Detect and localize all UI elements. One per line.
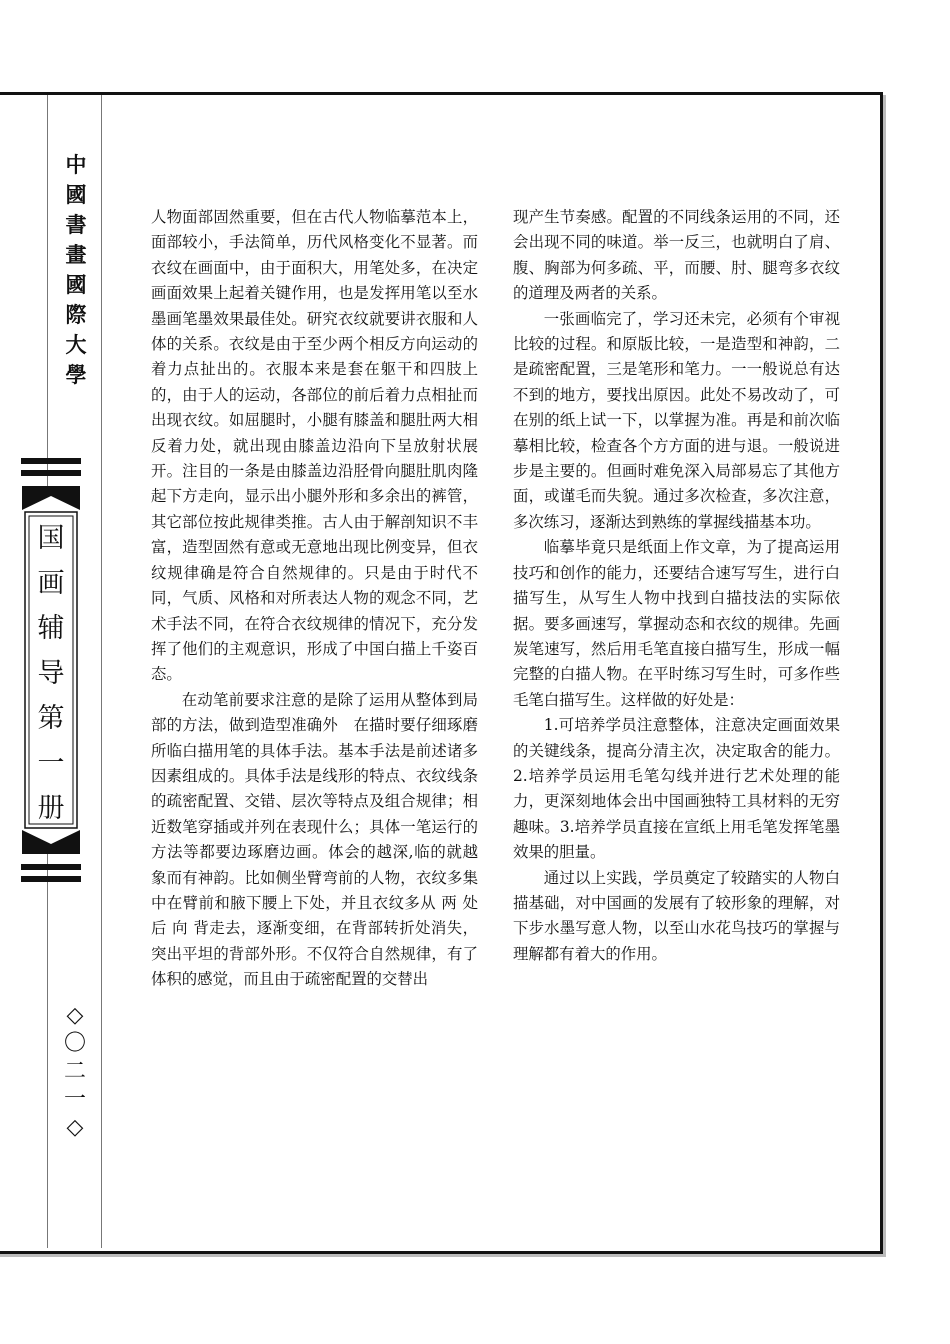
book-char: 画 <box>37 568 65 599</box>
paragraph: 通过以上实践，学员奠定了较踏实的人物白描基础，对中国画的发展有了较形象的理解，对下步水墨写意人物，以至山水花鸟技巧的掌握与理解都有着大的作用。 <box>513 868 840 963</box>
paragraph: 1.可培养学员注意整体，注意决定画面效果的关键线条，提高分清主次，决定取舍的能力。2.培养学员运用毛笔勾线并进行艺术处理的能力，更深刻地体会出中国画独特工具材料的无穷趣味。3.培养学员直接在宣纸上用毛笔发挥笔墨效果的胆量。 <box>513 716 840 862</box>
diamond-icon: ◇ <box>66 1003 84 1028</box>
school-char: 學 <box>65 362 87 387</box>
bottom-bar-upper <box>21 864 81 870</box>
page-number-char: 〇 <box>63 1031 86 1056</box>
school-char: 書 <box>65 212 87 237</box>
page-number-char: 二 <box>63 1059 86 1084</box>
paragraph: 人物面部固然重要，但在古代人物临摹范本上，面部较小，手法简单，历代风格变化不显著。而衣纹在画面中，由于面积大，用笔处多，在决定画面效果上起着关键作用，也是发挥用笔以至水墨画笔墨效果最佳处。研究衣纹就要讲衣服和人体的关系。衣纹是由于至少两个相反方向运动的着力点扯出的。衣服本来是套在躯干和四肢上的，由于人的运动，各部位的前后着力点相扯而出现衣纹。如屈腿时，小腿有膝盖和腿肚两大相反着力处，就出现由膝盖边沿向下呈放射状展开。注目的一条是由膝盖边沿胫骨向腿肚肌肉隆起下方走向，显示出小腿外形和多余出的裤管，其它部位按此规律类推。古人由于解剖知识不丰富，造型固然有意或无意地出现比例变异，但衣纹规律确是符合自然规律的。只是由于时代不同，气质、风格和对所表达人物的观念不同，艺术手法不同，在符合衣纹规律的情况下，充分发挥了他们的主观意识，形成了中国白描上千姿百态。 <box>151 208 478 684</box>
book-char: 国 <box>37 523 65 554</box>
sidebar-rule-right <box>101 95 102 1248</box>
book-char: 导 <box>37 658 65 689</box>
school-char: 中 <box>65 152 87 177</box>
top-bar-lower <box>21 470 81 476</box>
text-column-left <box>151 205 478 993</box>
page-number-char: 一 <box>63 1087 86 1112</box>
school-char: 大 <box>65 332 87 357</box>
paragraph: 在动笔前要求注意的是除了运用从整体到局部的方法，做到造型准确外 在描时要仔细琢磨所临白描用笔的具体手法。基本手法是前述诸多因素组成的。具体手法是线形的特点、衣纹线条的疏密配置、交错、层次等特点及组合规律；相近数笔穿插或并列在表现什么；具体一笔运行的方法等都要边琢磨边画。体会的越深,临的就越象而有神韵。比如侧坐臂弯前的人物，衣纹多集中在臂前和腋下腰上下处，并且衣纹多从 两 处 后 向 背走去，逐渐变细，在背部转折处消失，突出平坦的背部外形。不仅符合自然规律，有了体积的感觉，而且由于疏密配置的交替出 <box>151 690 478 989</box>
book-char: 第 <box>37 703 65 734</box>
top-bar-upper <box>21 458 81 464</box>
book-char: 册 <box>37 793 65 824</box>
paragraph: 现产生节奏感。配置的不同线条运用的不同，还会出现不同的味道。举一反三，也就明白了肩、腹、胸部为何多疏、平，而腰、肘、腿弯多衣纹的道理及两者的关系。 <box>513 208 840 303</box>
school-char: 畫 <box>65 242 87 267</box>
school-char: 際 <box>65 302 87 327</box>
book-title <box>22 516 80 831</box>
school-char: 國 <box>65 272 87 297</box>
paragraph: 一张画临完了，学习还未完，必须有个审视比较的过程。和原版比较，一是造型和神韵，二是疏密配置，三是笔形和笔力。一一般说总有达不到的地方，要找出原因。此处不易改动了，可在别的纸上试一下，以掌握为准。再是和前次临摹相比较，检查各个方方面的进与退。一般说进步是主要的。但画时难免深入局部易忘了其他方面，或谨毛而失貌。通过多次检查，多次注意，多次练习，逐渐达到熟练的掌握线描基本功。 <box>513 309 840 531</box>
page-number <box>58 1002 92 1142</box>
text-column-right <box>513 205 840 967</box>
bottom-bar-lower <box>21 876 81 882</box>
school-char: 國 <box>65 182 87 207</box>
book-char: 一 <box>37 748 65 779</box>
book-title-cartouche <box>22 486 80 854</box>
book-char: 辅 <box>37 613 65 644</box>
school-name <box>57 150 95 390</box>
paragraph: 临摹毕竟只是纸面上作文章，为了提高运用技巧和创作的能力，还要结合速写写生，进行白描写生，从写生人物中找到白描技法的实际依据。要多画速写，掌握动态和衣纹的规律。先画炭笔速写，然后用毛笔直接白描写生，形成一幅完整的白描人物。在平时练习写生时，可多作些毛笔白描写生。这样做的好处是： <box>513 538 840 709</box>
diamond-icon: ◇ <box>66 1115 84 1140</box>
